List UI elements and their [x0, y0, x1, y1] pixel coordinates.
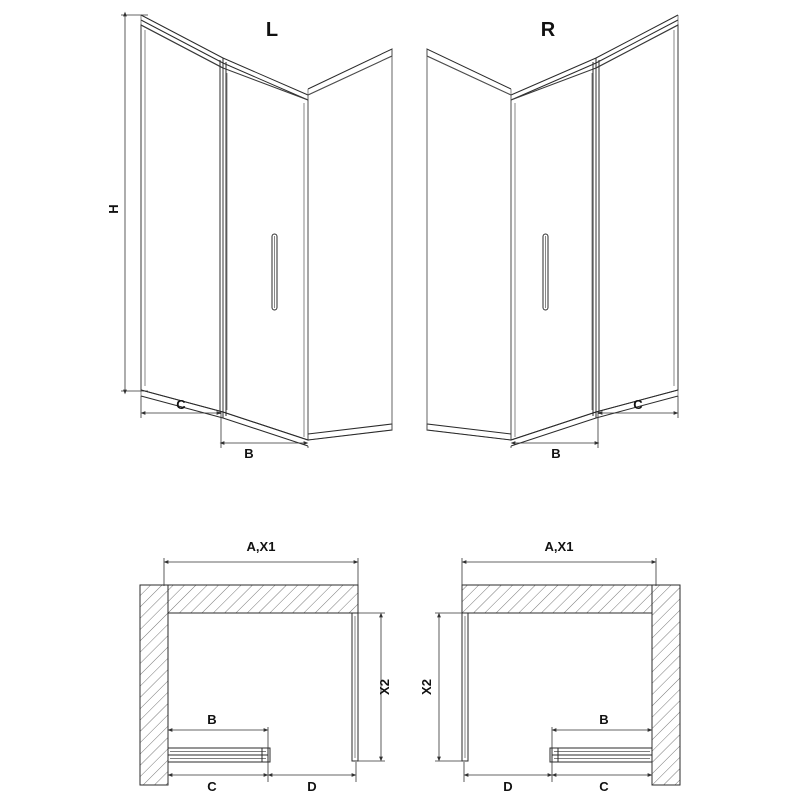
- door-handle-right: [543, 234, 548, 310]
- plan-track-left: [168, 748, 270, 762]
- plan-side-glass-left: [352, 613, 358, 761]
- back-wall-glass-left: [308, 56, 392, 440]
- label-x2-right: X2: [419, 679, 434, 695]
- label-b-plan-left: B: [207, 712, 217, 727]
- label-c-plan-left: C: [207, 779, 217, 794]
- dimension-c-plan-right: [552, 762, 652, 794]
- side-panel-glass-right: [596, 25, 678, 412]
- dimension-d-plan-right: [464, 762, 550, 794]
- label-height-left: H: [106, 204, 121, 214]
- label-x2-left: X2: [377, 679, 392, 695]
- label-b-right: B: [551, 446, 561, 461]
- label-b-left: B: [244, 446, 254, 461]
- dimension-b-plan-left: [168, 712, 268, 748]
- label-d-plan-left: D: [307, 779, 317, 794]
- dimension-d-plan-left: [270, 762, 356, 794]
- dimension-height-left: [106, 14, 148, 392]
- door-glass-right: [511, 68, 596, 440]
- dimension-x2-left: [356, 613, 392, 761]
- label-a-x1-left: A,X1: [246, 539, 276, 554]
- dimension-b-plan-right: [552, 712, 652, 748]
- elevation-left-view: [106, 14, 392, 461]
- back-wall-glass-right: [427, 56, 511, 440]
- label-a-x1-right: A,X1: [544, 539, 574, 554]
- title-right-view: R: [540, 19, 556, 41]
- plan-right-view: [419, 539, 680, 794]
- elevation-right-view: [427, 15, 678, 461]
- plan-left-view: [140, 539, 392, 794]
- plan-track-right: [550, 748, 652, 762]
- label-c-right: C: [633, 397, 643, 412]
- dimension-c-plan-left: [168, 762, 268, 794]
- label-c-plan-right: C: [599, 779, 609, 794]
- plan-side-glass-right: [462, 613, 468, 761]
- label-c-left: C: [176, 397, 186, 412]
- door-glass-left: [223, 68, 308, 440]
- label-b-plan-right: B: [599, 712, 609, 727]
- label-d-plan-right: D: [503, 779, 513, 794]
- door-handle-left: [272, 234, 277, 310]
- title-left-view: L: [265, 19, 279, 41]
- dimension-x2-right: [419, 613, 464, 761]
- side-panel-glass-left: [141, 25, 223, 412]
